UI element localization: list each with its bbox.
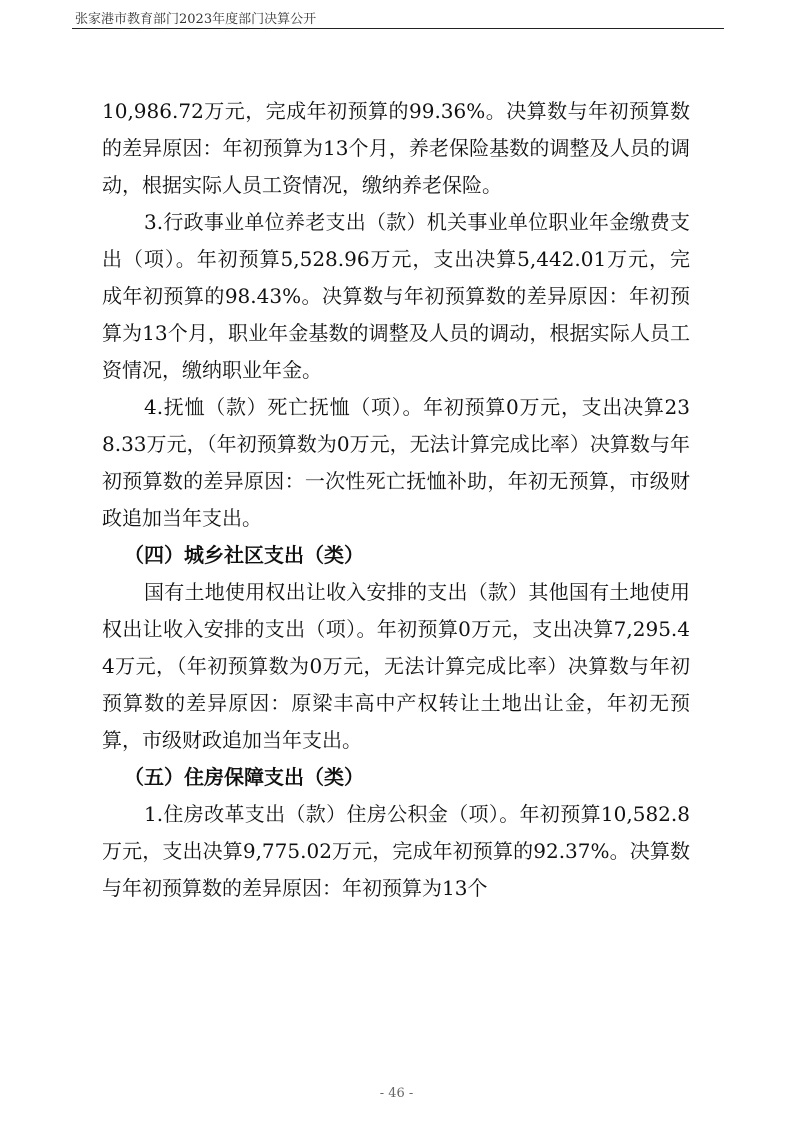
section-heading-urban-rural: （四）城乡社区支出（类） — [124, 543, 364, 567]
paragraph-occupational-annuity: 3.行政事业单位养老支出（款）机关事业单位职业年金缴费支出（项）。年初预算5,528.96万元，支出决算5,442.01万元，完成年初预算的98.43%。决算数与年初预算数的差异原因：年初预算为13个月，职业年金基数的调整及人员的调动，根据实际人员工资情况，缴纳职业年金。 — [102, 210, 690, 382]
document-header: 张家港市教育部门2023年度部门决算公开 — [75, 12, 317, 27]
section-heading-housing: （五）住房保障支出（类） — [124, 765, 364, 789]
paragraph-housing-fund: 1.住房改革支出（款）住房公积金（项）。年初预算10,582.8万元，支出决算9,775.02万元，完成年初预算的92.37%。决算数与年初预算数的差异原因：年初预算为13个 — [102, 802, 690, 900]
page-number: - 46 - — [379, 1086, 414, 1101]
paragraph-pension-insurance-cont: 10,986.72万元，完成年初预算的99.36%。决算数与年初预算数的差异原因：年初预算为13个月，养老保险基数的调整及人员的调动，根据实际人员工资情况，缴纳养老保险。 — [102, 99, 690, 197]
header-rule — [72, 28, 724, 29]
paragraph-death-pension: 4.抚恤（款）死亡抚恤（项）。年初预算0万元，支出决算238.33万元，（年初预算数为0万元，无法计算完成比率）决算数与年初预算数的差异原因：一次性死亡抚恤补助，年初无预算，市级财政追加当年支出。 — [102, 395, 690, 530]
document-body — [102, 93, 690, 907]
paragraph-land-transfer: 国有土地使用权出让收入安排的支出（款）其他国有土地使用权出让收入安排的支出（项）。年初预算0万元，支出决算7,295.44万元，（年初预算数为0万元，无法计算完成比率）决算数与年初预算数的差异原因：原梁丰高中产权转让土地出让金，年初无预算，市级财政追加当年支出。 — [102, 580, 690, 752]
